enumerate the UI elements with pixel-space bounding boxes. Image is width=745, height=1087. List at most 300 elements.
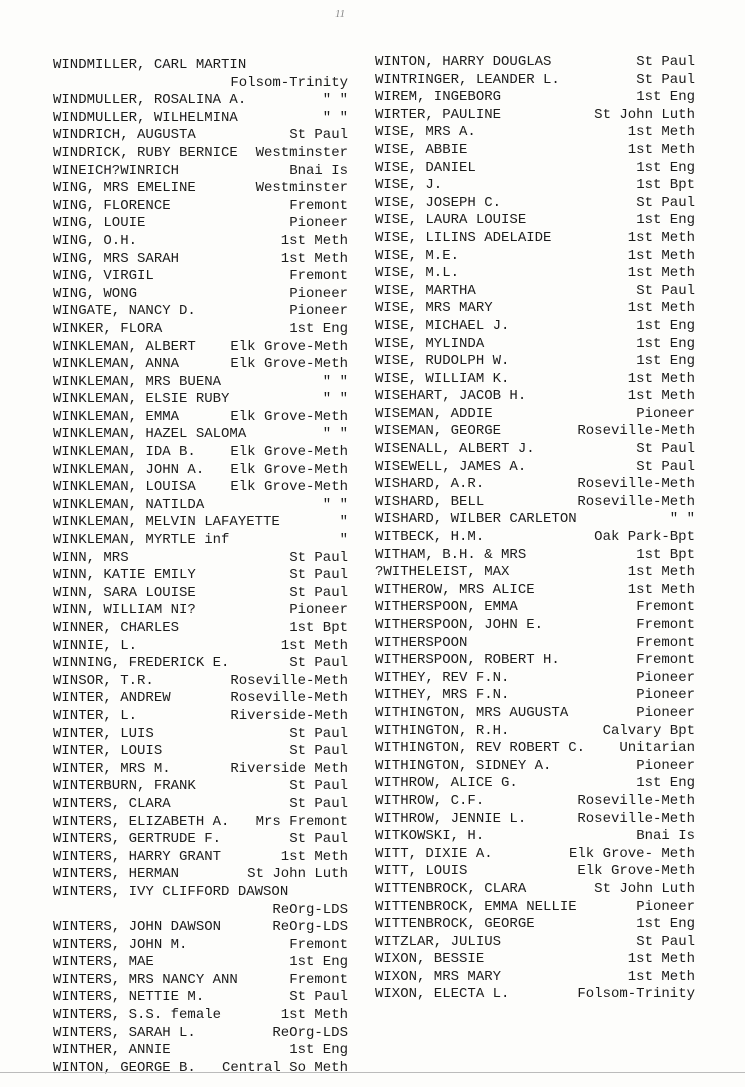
entry-affiliation: St Paul	[289, 655, 348, 672]
entry-affiliation: Folsom-Trinity	[230, 74, 348, 91]
entry-affiliation: 1st Eng	[636, 916, 695, 933]
entry-name: WINKLEMAN, ELSIE RUBY	[53, 391, 230, 408]
list-item	[53, 409, 348, 427]
list-item	[53, 391, 348, 409]
list-item	[375, 265, 695, 283]
entry-affiliation: 1st Eng	[636, 212, 695, 229]
entry-name: WINN, WILLIAM NI?	[53, 602, 196, 619]
list-item	[375, 547, 695, 565]
entry-affiliation: 1st Eng	[636, 353, 695, 370]
entry-name: WINSOR, T.R.	[53, 672, 154, 689]
list-item	[375, 723, 695, 741]
list-item	[375, 177, 695, 195]
entry-affiliation: " "	[322, 426, 348, 443]
list-item	[53, 233, 348, 251]
list-item	[375, 564, 695, 582]
entry-affiliation: 1st Meth	[627, 124, 695, 141]
list-item	[53, 479, 348, 497]
list-item	[53, 690, 348, 708]
entry-name: WINTERS, HERMAN	[53, 866, 180, 883]
entry-affiliation: Pioneer	[636, 898, 695, 915]
entry-name: WITHINGTON, MRS AUGUSTA	[375, 704, 569, 721]
entry-name: WINNER, CHARLES	[53, 620, 180, 636]
entry-affiliation: Fremont	[289, 971, 348, 988]
entry-name: WINKLEMAN, LOUISA	[53, 479, 196, 496]
entry-affiliation: Roseville-Meth	[230, 690, 348, 707]
list-item	[53, 638, 348, 656]
entry-affiliation: Pioneer	[636, 757, 695, 774]
entry-name: WINDRICK, RUBY BERNICE	[53, 144, 238, 161]
entry-affiliation: Roseville-Meth	[577, 792, 695, 809]
list-item	[53, 110, 348, 128]
list-item	[53, 127, 348, 145]
entry-affiliation: Fremont	[289, 197, 348, 214]
entry-affiliation: " "	[322, 373, 348, 390]
entry-affiliation: Fremont	[289, 936, 348, 953]
list-item	[53, 849, 348, 867]
page-bottom-rule	[0, 1072, 745, 1073]
entry-affiliation: 1st Meth	[627, 300, 695, 317]
entry-affiliation: St John Luth	[594, 880, 695, 897]
entry-name: WINTERS, IVY CLIFFORD DAWSON	[53, 883, 289, 900]
entry-name: WITHAM, B.H. & MRS	[375, 546, 527, 563]
entry-affiliation: 1st Eng	[636, 775, 695, 792]
entry-name: WINTER, MRS M.	[53, 760, 171, 777]
entry-name: WINKLEMAN, JOHN A.	[53, 461, 205, 478]
entry-affiliation: 1st Meth	[627, 265, 695, 282]
entry-name: WINEICH?WINRICH	[53, 162, 180, 179]
entry-affiliation: St Paul	[289, 778, 348, 795]
list-item	[53, 673, 348, 691]
entry-name: WINTHER, ANNIE	[53, 1042, 171, 1059]
list-item	[375, 617, 695, 635]
list-item	[375, 863, 695, 881]
entry-affiliation: 1st Meth	[627, 229, 695, 246]
list-item	[53, 145, 348, 163]
entry-name: WISE, JOSEPH C.	[375, 194, 502, 211]
entry-affiliation: Elk Grove-Meth	[230, 444, 348, 461]
entry-name: WITHERSPOON, ROBERT H.	[375, 652, 560, 669]
entry-name: WIXON, ELECTA L.	[375, 986, 510, 1003]
entry-affiliation: Roseville-Meth	[577, 476, 695, 493]
list-item	[53, 778, 348, 796]
list-item	[375, 388, 695, 406]
list-item	[53, 761, 348, 779]
list-item	[375, 300, 695, 318]
list-item	[375, 124, 695, 142]
list-item	[53, 268, 348, 286]
entry-name: WINTERS, GERTRUDE F.	[53, 831, 222, 848]
list-item	[375, 969, 695, 987]
entry-name: WISE, MRS MARY	[375, 300, 493, 317]
entry-affiliation: Pioneer	[636, 669, 695, 686]
entry-affiliation: Pioneer	[636, 687, 695, 704]
entry-name: WISE, MRS A.	[375, 124, 476, 141]
entry-name: WISE, J.	[375, 177, 443, 194]
list-item	[375, 899, 695, 917]
entry-name: WINNING, FREDERICK E.	[53, 655, 230, 672]
list-item	[375, 160, 695, 178]
entry-affiliation: " "	[322, 496, 348, 513]
entry-affiliation: Elk Grove-Meth	[230, 461, 348, 478]
entry-name: WINKLEMAN, HAZEL SALOMA	[53, 426, 247, 443]
entry-name: WING, WONG	[53, 285, 138, 302]
entry-affiliation: St Paul	[289, 549, 348, 566]
entry-name: WISE, M.L.	[375, 265, 460, 282]
entry-name: WISE, M.E.	[375, 247, 460, 264]
entry-affiliation: Roseville-Meth	[577, 810, 695, 827]
list-item	[53, 919, 348, 937]
list-item	[375, 881, 695, 899]
entry-affiliation: Elk Grove-Meth	[230, 479, 348, 496]
list-item	[375, 89, 695, 107]
entry-name: WITHERSPOON, EMMA	[375, 599, 518, 616]
entry-name: WING, O.H.	[53, 232, 138, 249]
entry-affiliation: Folsom-Trinity	[577, 986, 695, 1003]
entry-name: WING, MRS EMELINE	[53, 180, 196, 197]
list-item	[375, 951, 695, 969]
entry-affiliation: 1st Meth	[627, 968, 695, 985]
entry-affiliation: St John Luth	[247, 866, 348, 883]
entry-affiliation: " "	[322, 92, 348, 109]
entry-affiliation: Elk Grove-Meth	[230, 338, 348, 355]
entry-name: WISE, RUDOLPH W.	[375, 353, 510, 370]
entry-name: WISHARD, BELL	[375, 493, 485, 510]
entry-affiliation: 1st Meth	[280, 1007, 348, 1024]
entry-affiliation: St Paul	[289, 795, 348, 812]
list-item	[53, 497, 348, 515]
entry-name: WITHINGTON, SIDNEY A.	[375, 757, 552, 774]
list-item	[53, 321, 348, 339]
list-item	[53, 1025, 348, 1043]
left-column	[53, 57, 348, 1077]
entry-name: WITTENBROCK, EMMA NELLIE	[375, 898, 577, 915]
entry-affiliation: Calvary Bpt	[602, 722, 695, 739]
entry-affiliation: St Paul	[289, 989, 348, 1006]
entry-affiliation: " "	[669, 511, 695, 528]
list-item	[53, 303, 348, 321]
list-item	[53, 814, 348, 832]
list-item	[375, 336, 695, 354]
entry-name: WINTERS, MRS NANCY ANN	[53, 971, 238, 988]
list-item	[375, 511, 695, 529]
entry-affiliation: Fremont	[636, 652, 695, 669]
list-item	[375, 828, 695, 846]
entry-affiliation: Pioneer	[289, 602, 348, 619]
entry-affiliation: Fremont	[636, 617, 695, 633]
list-item	[375, 195, 695, 213]
entry-name: WISEMAN, GEORGE	[375, 423, 502, 440]
entry-affiliation: St Paul	[289, 831, 348, 848]
list-item	[53, 831, 348, 849]
entry-name: WINTERS, CLARA	[53, 795, 171, 812]
entry-affiliation: 1st Meth	[627, 247, 695, 264]
entry-affiliation: 1st Meth	[280, 232, 348, 249]
list-item	[375, 740, 695, 758]
list-item	[375, 582, 695, 600]
entry-affiliation: St Paul	[636, 282, 695, 299]
entry-name: WING, FLORENCE	[53, 197, 171, 214]
entry-affiliation: 1st Meth	[627, 141, 695, 158]
entry-affiliation: Pioneer	[636, 405, 695, 422]
entry-affiliation: Riverside Meth	[230, 760, 348, 777]
entry-name: WINN, SARA LOUISE	[53, 584, 196, 601]
entry-affiliation: Westminster	[255, 180, 348, 197]
entry-affiliation: 1st Meth	[627, 951, 695, 968]
entry-affiliation: ReOrg-LDS	[272, 1024, 348, 1041]
list-item	[375, 72, 695, 90]
entry-name: WINTERS, SARAH L.	[53, 1024, 196, 1041]
entry-name: WISE, DANIEL	[375, 159, 476, 176]
entry-affiliation: St Paul	[636, 54, 695, 70]
list-item	[375, 916, 695, 934]
entry-name: WINGATE, NANCY D.	[53, 303, 196, 320]
entry-name: WINDMULLER, WILHELMINA	[53, 109, 238, 126]
list-item	[53, 444, 348, 462]
list-item	[375, 406, 695, 424]
list-item	[53, 796, 348, 814]
list-item	[53, 215, 348, 233]
list-item	[53, 954, 348, 972]
entry-name: WITTENBROCK, GEORGE	[375, 916, 535, 933]
entry-affiliation: Fremont	[289, 268, 348, 285]
entry-name: WINTERS, S.S. female	[53, 1007, 222, 1024]
list-item	[53, 462, 348, 480]
list-item	[375, 811, 695, 829]
list-item	[53, 514, 348, 532]
entry-affiliation: St Paul	[289, 743, 348, 760]
entry-name: WINKLEMAN, ANNA	[53, 356, 180, 373]
list-item	[375, 599, 695, 617]
entry-affiliation: Riverside-Meth	[230, 707, 348, 724]
list-item	[375, 248, 695, 266]
entry-name: WITHINGTON, REV ROBERT C.	[375, 740, 586, 757]
list-item	[375, 107, 695, 125]
entry-affiliation: 1st Bpt	[289, 620, 348, 636]
list-item	[53, 286, 348, 304]
list-item	[53, 356, 348, 374]
list-item	[375, 652, 695, 670]
entry-affiliation: 1st Eng	[289, 1042, 348, 1059]
list-item	[375, 459, 695, 477]
list-item	[53, 374, 348, 392]
list-item	[53, 339, 348, 357]
entry-name: WISHARD, WILBER CARLETON	[375, 511, 577, 528]
entry-affiliation: 1st Meth	[280, 250, 348, 267]
entry-name: WINKER, FLORA	[53, 320, 163, 337]
entry-name: WINTERS, MAE	[53, 954, 154, 971]
entry-name: WITHERSPOON, JOHN E.	[375, 617, 544, 633]
list-item	[53, 1007, 348, 1025]
entry-affiliation: Bnai Is	[289, 162, 348, 179]
list-item	[375, 318, 695, 336]
entry-affiliation: St Paul	[289, 567, 348, 584]
entry-affiliation: Pioneer	[636, 704, 695, 721]
entry-name: WINKLEMAN, MRS BUENA	[53, 373, 222, 390]
list-item	[53, 884, 348, 919]
entry-name: WISE, MARTHA	[375, 282, 476, 299]
entry-affiliation: St Paul	[636, 458, 695, 475]
entry-name: WISENALL, ALBERT J.	[375, 441, 535, 458]
list-item	[53, 92, 348, 110]
list-item	[53, 989, 348, 1007]
entry-affiliation: Elk Grove-Meth	[230, 356, 348, 373]
entry-name: WITHINGTON, R.H.	[375, 722, 510, 739]
entry-affiliation: Bnai Is	[636, 828, 695, 845]
entry-name: WISE, ABBIE	[375, 141, 468, 158]
entry-affiliation: Oak Park-Bpt	[594, 529, 695, 546]
entry-affiliation: 1st Meth	[627, 388, 695, 405]
entry-name: WINKLEMAN, ALBERT	[53, 338, 196, 355]
list-item	[53, 550, 348, 568]
entry-affiliation: Roseville-Meth	[230, 672, 348, 689]
list-item	[53, 567, 348, 585]
entry-affiliation: Pioneer	[289, 285, 348, 302]
entry-name: WISE, MYLINDA	[375, 335, 485, 352]
entry-name: WING, VIRGIL	[53, 268, 154, 285]
entry-name: WINTER, L.	[53, 707, 138, 724]
entry-affiliation: St Paul	[289, 584, 348, 601]
list-item	[53, 602, 348, 620]
entry-name: WINTER, ANDREW	[53, 690, 171, 707]
entry-name: WISEWELL, JAMES A.	[375, 458, 527, 475]
entry-affiliation: 1st Eng	[636, 159, 695, 176]
list-item	[53, 972, 348, 990]
entry-affiliation: "	[339, 532, 348, 549]
entry-affiliation: Roseville-Meth	[577, 423, 695, 440]
list-item	[375, 54, 695, 72]
entry-affiliation: 1st Eng	[636, 335, 695, 352]
entry-name: WIXON, BESSIE	[375, 951, 485, 968]
list-item	[53, 532, 348, 550]
entry-affiliation: St Paul	[636, 441, 695, 458]
entry-affiliation: 1st Eng	[636, 89, 695, 106]
list-item	[375, 142, 695, 160]
entry-affiliation: Fremont	[636, 634, 695, 651]
entry-name: WINDRICH, AUGUSTA	[53, 127, 196, 144]
entry-affiliation: 1st Meth	[627, 370, 695, 387]
entry-affiliation: Unitarian	[619, 740, 695, 757]
entry-name: WINKLEMAN, MELVIN LAFAYETTE	[53, 514, 280, 531]
entry-name: WINTERS, JOHN M.	[53, 936, 188, 953]
list-item	[375, 230, 695, 248]
entry-name: WITHROW, ALICE G.	[375, 775, 518, 792]
list-item	[375, 494, 695, 512]
entry-affiliation: Fremont	[636, 599, 695, 616]
entry-affiliation: St John Luth	[594, 106, 695, 123]
entry-affiliation: Pioneer	[289, 303, 348, 320]
entry-name: WIREM, INGEBORG	[375, 89, 502, 106]
entry-affiliation: " "	[322, 391, 348, 408]
list-item	[375, 353, 695, 371]
entry-name: WITHERSPOON	[375, 634, 468, 651]
entry-name: WIRTER, PAULINE	[375, 106, 502, 123]
list-item	[53, 585, 348, 603]
list-item	[375, 441, 695, 459]
list-item	[53, 1060, 348, 1078]
list-item	[53, 866, 348, 884]
entry-affiliation: St Paul	[636, 933, 695, 950]
entry-affiliation: 1st Eng	[636, 317, 695, 334]
entry-affiliation: St Paul	[289, 725, 348, 742]
entry-name: WINTERS, HARRY GRANT	[53, 848, 222, 865]
entry-name: WINKLEMAN, IDA B.	[53, 444, 196, 461]
list-item	[53, 620, 348, 638]
list-item	[375, 793, 695, 811]
entry-name: WINN, KATIE EMILY	[53, 567, 196, 584]
entry-affiliation: St Paul	[636, 194, 695, 211]
entry-name: WITHEY, REV F.N.	[375, 669, 510, 686]
list-item	[375, 846, 695, 864]
list-item	[375, 758, 695, 776]
entry-name: WINNIE, L.	[53, 637, 138, 654]
entry-name: WINTERS, NETTIE M.	[53, 989, 205, 1006]
list-item	[53, 198, 348, 216]
entry-name: WITBECK, H.M.	[375, 529, 485, 546]
entry-affiliation: Elk Grove- Meth	[568, 845, 695, 862]
entry-name: WINTERS, ELIZABETH A.	[53, 813, 230, 830]
entry-affiliation: 1st Meth	[627, 564, 695, 581]
list-item	[375, 529, 695, 547]
list-item	[375, 687, 695, 705]
entry-name: WISE, MICHAEL J.	[375, 317, 510, 334]
list-item	[375, 705, 695, 723]
entry-affiliation: 1st Meth	[627, 581, 695, 598]
list-item	[53, 426, 348, 444]
entry-name: WINTER, LOUIS	[53, 743, 163, 760]
entry-name: WING, LOUIE	[53, 215, 146, 232]
list-item	[375, 423, 695, 441]
entry-name: WISE, LAURA LOUISE	[375, 212, 527, 229]
entry-affiliation: Roseville-Meth	[577, 493, 695, 510]
entry-name: WIXON, MRS MARY	[375, 968, 502, 985]
entry-name: WITKOWSKI, H.	[375, 828, 485, 845]
entry-name: WINTERBURN, FRANK	[53, 778, 196, 795]
list-item	[53, 163, 348, 181]
entry-name: WITTENBROCK, CLARA	[375, 880, 527, 897]
list-item	[53, 251, 348, 269]
entry-affiliation: 1st Meth	[280, 637, 348, 654]
entry-name: WISE, WILLIAM K.	[375, 370, 510, 387]
list-item	[375, 775, 695, 793]
list-item	[375, 934, 695, 952]
entry-name: WITHEROW, MRS ALICE	[375, 581, 535, 598]
list-item	[53, 180, 348, 198]
entry-affiliation: St Paul	[636, 71, 695, 88]
entry-name: WINKLEMAN, MYRTLE inf	[53, 532, 230, 549]
entry-name: WINN, MRS	[53, 549, 129, 566]
entry-affiliation: Elk Grove-Meth	[230, 408, 348, 425]
list-item	[375, 635, 695, 653]
entry-name: WINTON, HARRY DOUGLAS	[375, 54, 552, 70]
entry-name: WITZLAR, JULIUS	[375, 933, 502, 950]
entry-name: WITHROW, JENNIE L.	[375, 810, 527, 827]
entry-affiliation: 1st Meth	[280, 848, 348, 865]
entry-affiliation: Mrs Fremont	[255, 813, 348, 830]
entry-affiliation: St Paul	[289, 127, 348, 144]
entry-name: WINDMULLER, ROSALINA A.	[53, 92, 247, 109]
list-item	[53, 937, 348, 955]
entry-affiliation: 1st Eng	[289, 320, 348, 337]
entry-name: WISE, LILINS ADELAIDE	[375, 229, 552, 246]
entry-name: ?WITHELEIST, MAX	[375, 564, 510, 581]
entry-affiliation: 1st Bpt	[636, 177, 695, 194]
entry-name: WITHEY, MRS F.N.	[375, 687, 510, 704]
list-item	[53, 1042, 348, 1060]
entry-name: WINDMILLER, CARL MARTIN	[53, 57, 247, 73]
entry-name: WISEHART, JACOB H.	[375, 388, 527, 405]
entry-name: WING, MRS SARAH	[53, 250, 180, 267]
